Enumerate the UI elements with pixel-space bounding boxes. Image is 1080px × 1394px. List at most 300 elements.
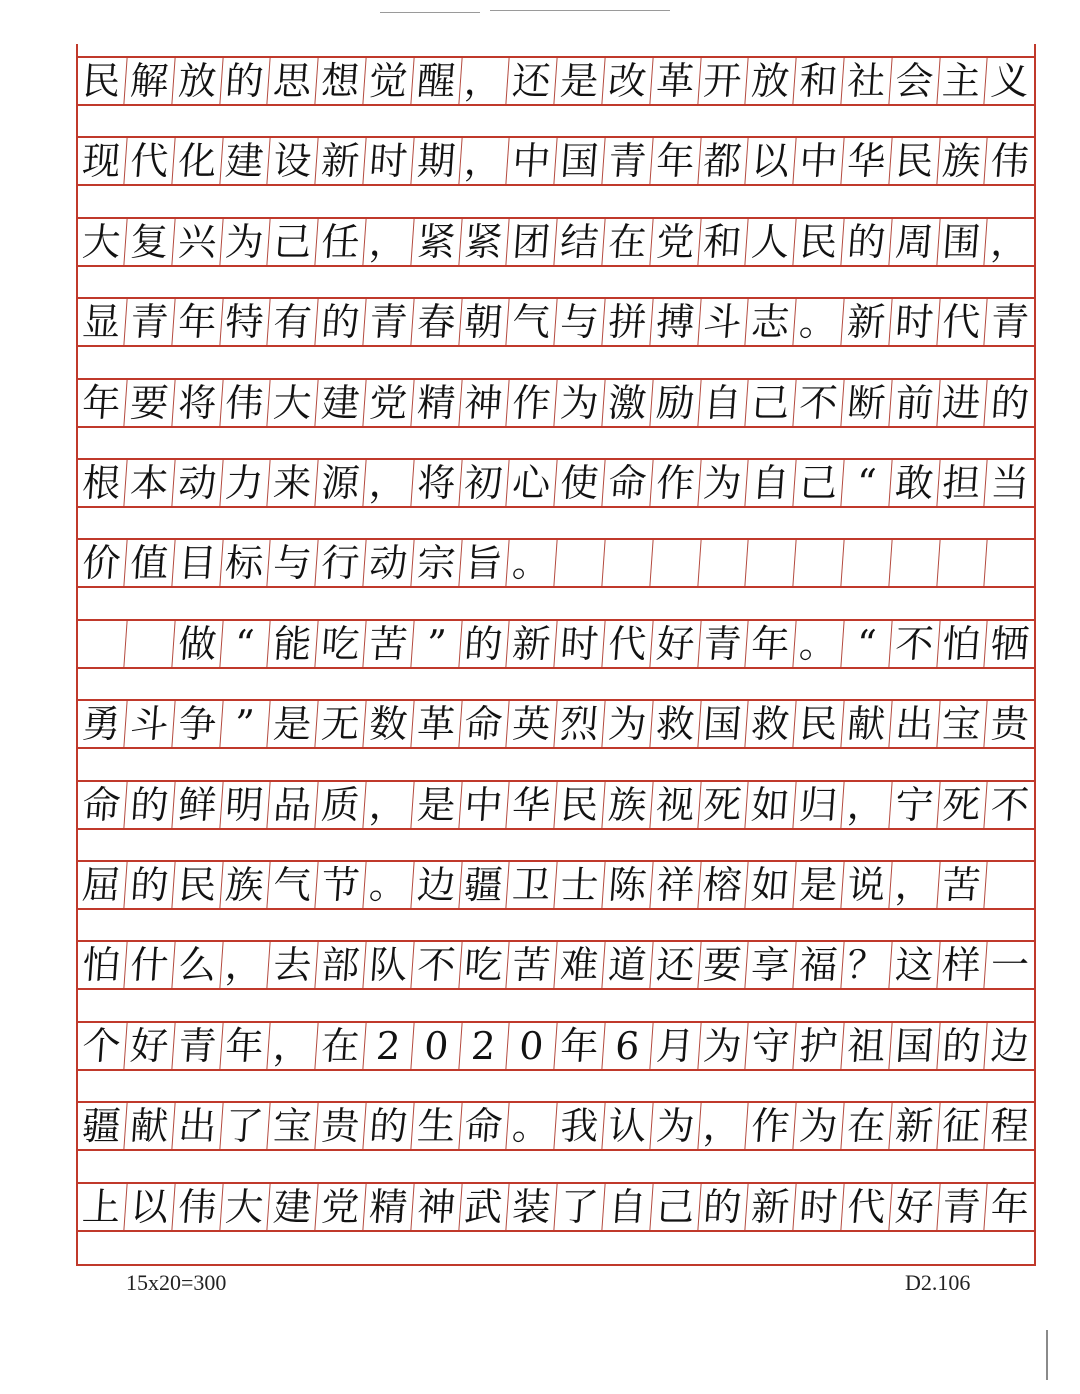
grid-row xyxy=(78,860,1034,910)
grid-cell: 英 xyxy=(507,701,558,747)
grid-cell: ， xyxy=(268,1023,319,1069)
grid-cell: 年 xyxy=(172,299,223,345)
grid-cell: ， xyxy=(989,219,1031,264)
grid-row xyxy=(78,1182,1034,1232)
grid-cell: 年 xyxy=(650,138,701,184)
grid-cell: 围 xyxy=(937,219,988,265)
grid-cell: 的 xyxy=(220,58,271,104)
grid-row xyxy=(78,56,1034,106)
grid-cell: 建 xyxy=(220,138,271,184)
grid-cell: 命 xyxy=(459,701,510,747)
grid-cell: 进 xyxy=(937,380,988,426)
grid-cell: 励 xyxy=(650,380,701,426)
grid-cell: 月 xyxy=(650,1023,701,1069)
grid-cell: 设 xyxy=(268,138,319,184)
grid-cell: 队 xyxy=(363,942,414,988)
grid-cell: 苦 xyxy=(363,621,414,667)
grid-cell: 青 xyxy=(363,299,414,345)
grid-cell: 榕 xyxy=(698,862,749,908)
grid-cell: 革 xyxy=(650,58,701,104)
grid-cell: 勇 xyxy=(76,701,127,747)
grid-cell: 争 xyxy=(172,701,223,747)
grid-row xyxy=(78,780,1034,830)
grid-cell: 青 xyxy=(124,299,175,345)
grid-cell: 斗 xyxy=(124,701,175,747)
grid-cell: “ xyxy=(220,621,271,667)
grid-cell: 是 xyxy=(268,701,319,747)
grid-cell: 献 xyxy=(841,701,892,747)
grid-cell: 青 xyxy=(602,138,653,184)
grid-cell: 改 xyxy=(602,58,653,104)
grid-cell: 享 xyxy=(746,942,797,988)
grid-cell: 将 xyxy=(172,380,223,426)
grid-cell: 年 xyxy=(989,1184,1031,1229)
grid-cell: ， xyxy=(889,862,940,908)
grid-cell: 我 xyxy=(554,1103,605,1149)
grid-cell xyxy=(698,540,749,586)
grid-cell: 作 xyxy=(650,460,701,506)
grid-cell: 数 xyxy=(363,701,414,747)
grid-cell: 时 xyxy=(889,299,940,345)
grid-cell: 时 xyxy=(554,621,605,667)
grid-cell: 与 xyxy=(554,299,605,345)
grid-cell: 为 xyxy=(220,219,271,265)
grid-cell: 苦 xyxy=(507,942,558,988)
grid-cell: 救 xyxy=(650,701,701,747)
grid-cell: 旨 xyxy=(459,540,510,586)
grid-cell: 来 xyxy=(268,460,319,506)
grid-cell: 福 xyxy=(793,942,844,988)
grid-cell: 当 xyxy=(989,461,1031,505)
grid-cell: 的 xyxy=(989,380,1031,425)
grid-cell: ， xyxy=(698,1103,749,1149)
grid-cell: 年 xyxy=(746,621,797,667)
grid-cell: 己 xyxy=(793,460,844,506)
grid-cell: 。 xyxy=(507,1103,558,1149)
grid-cell: 代 xyxy=(841,1184,892,1230)
grid-cell: 代 xyxy=(602,621,653,667)
grid-cell: 不 xyxy=(889,621,940,667)
grid-cell: 己 xyxy=(650,1184,701,1230)
grid-cell xyxy=(650,540,701,586)
grid-cell: 的 xyxy=(124,862,175,908)
grid-cell: 觉 xyxy=(363,58,414,104)
grid-cell: 了 xyxy=(554,1184,605,1230)
grid-row xyxy=(78,217,1034,267)
grid-cell: 动 xyxy=(363,540,414,586)
grid-cell: 春 xyxy=(411,299,462,345)
grid-cell xyxy=(602,540,653,586)
grid-cell: 人 xyxy=(746,219,797,265)
grid-cell: 守 xyxy=(746,1023,797,1069)
grid-cell: 个 xyxy=(76,1023,127,1069)
grid-cell: 贵 xyxy=(989,702,1031,747)
grid-cell: 兴 xyxy=(172,219,223,265)
grid-cell: 程 xyxy=(989,1104,1031,1149)
grid-cell: 宗 xyxy=(411,540,462,586)
grid-cell: 团 xyxy=(507,219,558,265)
grid-cell xyxy=(793,540,844,586)
grid-cell: 的 xyxy=(363,1103,414,1149)
grid-cell: 了 xyxy=(220,1103,271,1149)
grid-cell: 伟 xyxy=(989,139,1031,184)
grid-cell: 自 xyxy=(698,380,749,426)
grid-cell: 开 xyxy=(698,58,749,104)
grid-cell: “ xyxy=(841,460,892,506)
grid-cell: 新 xyxy=(315,138,366,184)
grid-cell: 认 xyxy=(602,1103,653,1149)
grid-cell: 精 xyxy=(411,380,462,426)
grid-cell: 神 xyxy=(459,380,510,426)
grid-cell: 道 xyxy=(602,942,653,988)
manuscript-grid xyxy=(76,44,1036,1264)
grid-cell: 边 xyxy=(411,862,462,908)
grid-cell: 这 xyxy=(889,942,940,988)
grid-cell: 疆 xyxy=(76,1103,127,1149)
grid-cell: 怕 xyxy=(937,621,988,667)
grid-cell: 新 xyxy=(889,1103,940,1149)
grid-cell: 屈 xyxy=(76,862,127,908)
grid-cell: 好 xyxy=(650,621,701,667)
grid-cell: ， xyxy=(459,138,510,184)
grid-cell: 宁 xyxy=(889,782,940,828)
grid-cell: 士 xyxy=(554,862,605,908)
grid-cell: 现 xyxy=(76,138,127,184)
grid-cell: 好 xyxy=(124,1023,175,1069)
grid-cell: 征 xyxy=(937,1103,988,1149)
grid-row xyxy=(78,136,1034,186)
grid-cell: 复 xyxy=(124,219,175,265)
grid-cell: 0 xyxy=(411,1023,462,1069)
grid-cell: 为 xyxy=(698,460,749,506)
grid-cell: 初 xyxy=(459,460,510,506)
grid-cell: 为 xyxy=(650,1103,701,1149)
grid-cell: 和 xyxy=(793,58,844,104)
grid-cell xyxy=(889,540,940,586)
grid-cell: 不 xyxy=(793,380,844,426)
grid-cell: 显 xyxy=(76,299,127,345)
grid-cell: 放 xyxy=(746,58,797,104)
grid-cell: 上 xyxy=(76,1184,127,1230)
grid-cell: 拼 xyxy=(602,299,653,345)
grid-cell: 为 xyxy=(602,701,653,747)
grid-row xyxy=(78,538,1034,588)
grid-cell: 本 xyxy=(124,460,175,506)
grid-cell: 生 xyxy=(411,1103,462,1149)
grid-cell: 年 xyxy=(554,1023,605,1069)
grid-cell: 6 xyxy=(602,1023,653,1069)
grid-cell: 怕 xyxy=(76,942,127,988)
grid-cell: 将 xyxy=(411,460,462,506)
grid-cell: 和 xyxy=(698,219,749,265)
grid-cell: 斗 xyxy=(698,299,749,345)
grid-cell: 朝 xyxy=(459,299,510,345)
grid-cell: ， xyxy=(220,942,271,988)
grid-cell: 如 xyxy=(746,782,797,828)
grid-cell: 宝 xyxy=(268,1103,319,1149)
grid-cell: 品 xyxy=(268,782,319,828)
grid-row xyxy=(78,458,1034,508)
grid-cell: 伟 xyxy=(220,380,271,426)
grid-cell: 精 xyxy=(363,1184,414,1230)
grid-cell: 吃 xyxy=(315,621,366,667)
grid-cell: 中 xyxy=(459,782,510,828)
grid-cell: 在 xyxy=(315,1023,366,1069)
grid-cell: 力 xyxy=(220,460,271,506)
grid-cell xyxy=(985,540,1036,586)
grid-cell: 使 xyxy=(554,460,605,506)
grid-cell: 卫 xyxy=(507,862,558,908)
grid-cell: 牺 xyxy=(989,621,1031,666)
grid-cell: 都 xyxy=(698,138,749,184)
grid-cell: “ xyxy=(841,621,892,667)
grid-cell: 断 xyxy=(841,380,892,426)
grid-row xyxy=(78,940,1034,990)
grid-cell: 青 xyxy=(937,1184,988,1230)
grid-cell: 做 xyxy=(172,621,223,667)
grid-cell: 搏 xyxy=(650,299,701,345)
grid-cell: 担 xyxy=(937,460,988,506)
grid-cell: 任 xyxy=(315,219,366,265)
grid-cell: 有 xyxy=(268,299,319,345)
grid-cell: 特 xyxy=(220,299,271,345)
grid-cell: 思 xyxy=(268,58,319,104)
grid-cell: 党 xyxy=(650,219,701,265)
grid-cell: 青 xyxy=(989,300,1031,345)
grid-cell: 边 xyxy=(989,1023,1031,1068)
grid-cell: 根 xyxy=(76,460,127,506)
grid-cell xyxy=(985,862,1036,908)
grid-cell: 。 xyxy=(793,299,844,345)
grid-cell: ， xyxy=(363,782,414,828)
grid-cell: 价 xyxy=(76,540,127,586)
grid-cell: 无 xyxy=(315,701,366,747)
grid-cell: 国 xyxy=(889,1023,940,1069)
grid-cell: 国 xyxy=(554,138,605,184)
grid-cell: 的 xyxy=(459,621,510,667)
grid-cell: 时 xyxy=(793,1184,844,1230)
grid-cell: 大 xyxy=(220,1184,271,1230)
grid-cell: 激 xyxy=(602,380,653,426)
grid-cell: 敢 xyxy=(889,460,940,506)
grid-cell: 己 xyxy=(746,380,797,426)
grid-cell: 要 xyxy=(698,942,749,988)
grid-cell: 救 xyxy=(746,701,797,747)
grid-row xyxy=(78,378,1034,428)
grid-cell: ” xyxy=(411,621,462,667)
grid-cell: 结 xyxy=(554,219,605,265)
grid-cell: 新 xyxy=(746,1184,797,1230)
grid-cell: 2 xyxy=(459,1023,510,1069)
grid-cell: 以 xyxy=(124,1184,175,1230)
grid-cell: 民 xyxy=(889,138,940,184)
grid-cell: 紧 xyxy=(459,219,510,265)
grid-cell xyxy=(76,621,127,667)
grid-cell: 吃 xyxy=(459,942,510,988)
grid-cell: 命 xyxy=(76,782,127,828)
grid-cell: 还 xyxy=(650,942,701,988)
grid-cell: 年 xyxy=(220,1023,271,1069)
grid-cell xyxy=(124,621,175,667)
grid-cell: 的 xyxy=(841,219,892,265)
grid-cell: 自 xyxy=(746,460,797,506)
grid-cell: 民 xyxy=(793,701,844,747)
grid-cell: 疆 xyxy=(459,862,510,908)
grid-cell: 目 xyxy=(172,540,223,586)
grid-cell: 烈 xyxy=(554,701,605,747)
grid-cell: 。 xyxy=(363,862,414,908)
grid-row xyxy=(78,1101,1034,1151)
grid-cell xyxy=(554,540,605,586)
grid-cell: 气 xyxy=(507,299,558,345)
grid-cell: 放 xyxy=(172,58,223,104)
grid-cell: 是 xyxy=(411,782,462,828)
grid-cell: 能 xyxy=(268,621,319,667)
grid-cell: 的 xyxy=(124,782,175,828)
grid-cell: 以 xyxy=(746,138,797,184)
grid-cell: 还 xyxy=(507,58,558,104)
grid-cell: 动 xyxy=(172,460,223,506)
grid-cell: 献 xyxy=(124,1103,175,1149)
grid-cell: 是 xyxy=(793,862,844,908)
grid-cell: 祖 xyxy=(841,1023,892,1069)
grid-cell: 么 xyxy=(172,942,223,988)
grid-cell: 伟 xyxy=(172,1184,223,1230)
grid-cell: 自 xyxy=(602,1184,653,1230)
grid-cell: 主 xyxy=(937,58,988,104)
grid-cell: 会 xyxy=(889,58,940,104)
grid-cell: 贵 xyxy=(315,1103,366,1149)
grid-cell: 什 xyxy=(124,942,175,988)
grid-cell: 装 xyxy=(507,1184,558,1230)
scan-line xyxy=(380,12,480,13)
grid-cell: 。 xyxy=(507,540,558,586)
grid-cell: 苦 xyxy=(937,862,988,908)
grid-cell: 作 xyxy=(507,380,558,426)
grid-cell: 义 xyxy=(989,59,1031,103)
grid-cell: 护 xyxy=(793,1023,844,1069)
grid-cell: 的 xyxy=(315,299,366,345)
grid-cell xyxy=(841,540,892,586)
grid-cell: 鲜 xyxy=(172,782,223,828)
grid-cell: ， xyxy=(363,460,414,506)
grid-cell: 部 xyxy=(315,942,366,988)
grid-cell: 归 xyxy=(793,782,844,828)
grid-cell: 党 xyxy=(315,1184,366,1230)
grid-cell: 如 xyxy=(746,862,797,908)
grid-cell: 代 xyxy=(937,299,988,345)
grid-cell: 不 xyxy=(411,942,462,988)
grid-cell: ， xyxy=(363,219,414,265)
grid-cell: 族 xyxy=(937,138,988,184)
grid-cell: 命 xyxy=(602,460,653,506)
grid-cell: 节 xyxy=(315,862,366,908)
grid-cell: 去 xyxy=(268,942,319,988)
grid-row xyxy=(78,619,1034,669)
grid-cell: 好 xyxy=(889,1184,940,1230)
grid-cell: 民 xyxy=(76,58,127,104)
grid-cell: 大 xyxy=(76,219,127,265)
grid-cell: 华 xyxy=(841,138,892,184)
grid-cell: 青 xyxy=(172,1023,223,1069)
grid-cell: 的 xyxy=(698,1184,749,1230)
grid-cell: 代 xyxy=(124,138,175,184)
grid-cell: 时 xyxy=(363,138,414,184)
grid-cell: 在 xyxy=(841,1103,892,1149)
grid-cell: 宝 xyxy=(937,701,988,747)
grid-cell: 想 xyxy=(315,58,366,104)
grid-cell: 神 xyxy=(411,1184,462,1230)
scan-line xyxy=(490,10,670,11)
grid-cell: 视 xyxy=(650,782,701,828)
grid-cell: 0 xyxy=(507,1023,558,1069)
grid-cell: 祥 xyxy=(650,862,701,908)
grid-cell xyxy=(746,540,797,586)
grid-cell: 陈 xyxy=(602,862,653,908)
grid-cell: ， xyxy=(459,58,510,104)
grid-cell: 国 xyxy=(698,701,749,747)
grid-cell: 明 xyxy=(220,782,271,828)
grid-row xyxy=(78,1021,1034,1071)
grid-cell: 社 xyxy=(841,58,892,104)
grid-cell: 为 xyxy=(554,380,605,426)
grid-cell: 新 xyxy=(841,299,892,345)
page-code-label: D2.106 xyxy=(905,1270,971,1295)
grid-bottom-edge xyxy=(76,1264,1036,1266)
grid-cell: 。 xyxy=(793,621,844,667)
grid-cell: 为 xyxy=(793,1103,844,1149)
grid-cell: 前 xyxy=(889,380,940,426)
grid-row xyxy=(78,297,1034,347)
grid-cell: 不 xyxy=(989,782,1031,827)
grid-cell: 建 xyxy=(268,1184,319,1230)
grid-cell: 年 xyxy=(76,380,127,426)
grid-cell: 心 xyxy=(507,460,558,506)
grid-cell: 醒 xyxy=(411,58,462,104)
grid-cell: 新 xyxy=(507,621,558,667)
grid-cell: 族 xyxy=(602,782,653,828)
grid-cell: 党 xyxy=(363,380,414,426)
grid-cell xyxy=(937,540,988,586)
grid-cell: 死 xyxy=(698,782,749,828)
grid-cell: ” xyxy=(220,701,271,747)
grid-cell: 建 xyxy=(315,380,366,426)
grid-cell: 革 xyxy=(411,701,462,747)
grid-cell: 的 xyxy=(937,1023,988,1069)
grid-cell: 为 xyxy=(698,1023,749,1069)
grid-cell: 民 xyxy=(554,782,605,828)
grid-cell: 标 xyxy=(220,540,271,586)
grid-cell: 源 xyxy=(315,460,366,506)
grid-cell: 与 xyxy=(268,540,319,586)
grid-capacity-label: 15x20=300 xyxy=(126,1270,227,1295)
grid-cell: 大 xyxy=(268,380,319,426)
grid-cell: 要 xyxy=(124,380,175,426)
grid-cell: 民 xyxy=(793,219,844,265)
grid-cell: 样 xyxy=(937,942,988,988)
grid-cell: 族 xyxy=(220,862,271,908)
grid-cell: 周 xyxy=(889,219,940,265)
grid-cell: 民 xyxy=(172,862,223,908)
grid-cell: 青 xyxy=(698,621,749,667)
grid-cell: ？ xyxy=(841,942,892,988)
grid-cell: ， xyxy=(841,782,892,828)
grid-cell: 2 xyxy=(363,1023,414,1069)
grid-cell: 化 xyxy=(172,138,223,184)
grid-cell: 行 xyxy=(315,540,366,586)
grid-cell: 质 xyxy=(315,782,366,828)
grid-cell: 作 xyxy=(746,1103,797,1149)
